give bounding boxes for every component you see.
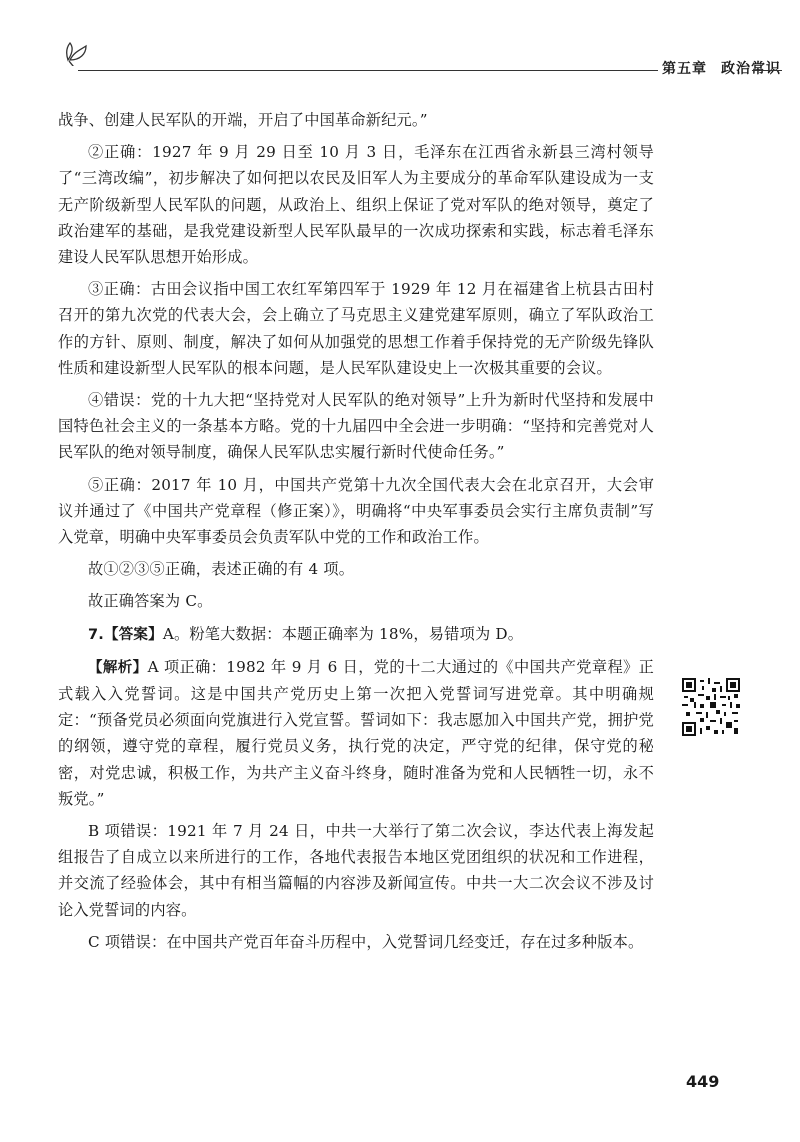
paragraph-item-4: ④错误：党的十九大把“坚持党对人民军队的绝对领导”上升为新时代坚持和发展中国特色社会主义的一条基本方略。党的十九届四中全会进一步明确：“坚持和完善党对人民军队的绝对领导制度，确保人民军队忠实履行新时代使命任务。”	[58, 391, 654, 462]
paragraph-item-2: ②正确：1927 年 9 月 29 日至 10 月 3 日，毛泽东在江西省永新县三湾村领导了“三湾改编”，初步解决了如何把以农民及旧军人为主要成分的革命军队建设成为一支无产阶级新型人民军队的问题，从政治上、组织上保证了党对军队的绝对领导，奠定了政治建军的基础，是我党建设新型人民军队最早的一次成功探索和实践，标志着毛泽东建设人民军队思想开始形成。	[58, 143, 654, 267]
body-text	[58, 107, 654, 955]
page-number: 449	[686, 1072, 720, 1091]
answer-label: 7.【答案】	[88, 626, 163, 643]
question-7-answer	[58, 621, 654, 648]
header-rule-left	[78, 70, 658, 71]
paragraph-option-c: C 项错误：在中国共产党百年奋斗历程中，入党誓词几经变迁，存在过多种版本。	[88, 932, 644, 951]
leaf-ornament-icon	[64, 40, 90, 66]
header-rule-right	[752, 70, 782, 71]
paragraph-option-b: B 项错误：1921 年 7 月 24 日，中共一大举行了第二次会议，李达代表上海发起组报告了自成立以来所进行的工作，各地代表报告本地区党团组织的状况和工作进程，并交流了经验体会，其中有相当篇幅的内容涉及新闻宣传。中共一大二次会议不涉及讨论入党誓词的内容。	[58, 822, 654, 919]
answer-text: A。粉笔大数据：本题正确率为 18%，易错项为 D。	[162, 624, 524, 643]
paragraph-continued: 战争、创建人民军队的开端，开启了中国革命新纪元。”	[58, 111, 428, 129]
chapter-label: 第五章	[662, 61, 707, 77]
analysis-label: 【解析】	[88, 659, 148, 676]
chapter-title: 政治常识	[721, 61, 781, 77]
paragraph-item-3: ③正确：古田会议指中国工农红军第四军于 1929 年 12 月在福建省上杭县古田村召开的第九次党的代表大会，会上确立了马克思主义建党建军原则，确立了军队政治工作的方针、原则、制度，解决了如何从加强党的思想工作着手保持党的无产阶级先锋队性质和建设新型人民军队的根本问题，是人民军队建设史上一次极其重要的会议。	[58, 280, 654, 377]
question-7-analysis	[58, 654, 654, 812]
qr-code-icon	[682, 678, 740, 736]
paragraph-conclusion: 故①②③⑤正确，表述正确的有 4 项。	[88, 560, 355, 579]
page-header	[64, 38, 781, 78]
chapter-heading	[662, 58, 781, 78]
paragraph-item-5: ⑤正确：2017 年 10 月，中国共产党第十九次全国代表大会在北京召开，大会审议并通过了《中国共产党章程（修正案）》，明确将“中央军事委员会实行主席负责制”写入党章，明确中央军事委员会负责军队中党的工作和政治工作。	[58, 475, 654, 547]
paragraph-answer: 故正确答案为 C。	[88, 592, 213, 611]
analysis-text: A 项正确：1982 年 9 月 6 日，党的十二大通过的《中国共产党章程》正式载入入党誓词。这是中国共产党历史上第一次把入党誓词写进党章。其中明确规定：“预备党员必须面向党旗进行入党宣誓。誓词如下：我志愿加入中国共产党，拥护党的纲领，遵守党的章程，履行党员义务，执行党的决定，严守党的纪律，保守党的秘密，对党忠诚，积极工作，为共产主义奋斗终身，随时准备为党和人民牺牲一切，永不叛党。”	[58, 657, 654, 808]
